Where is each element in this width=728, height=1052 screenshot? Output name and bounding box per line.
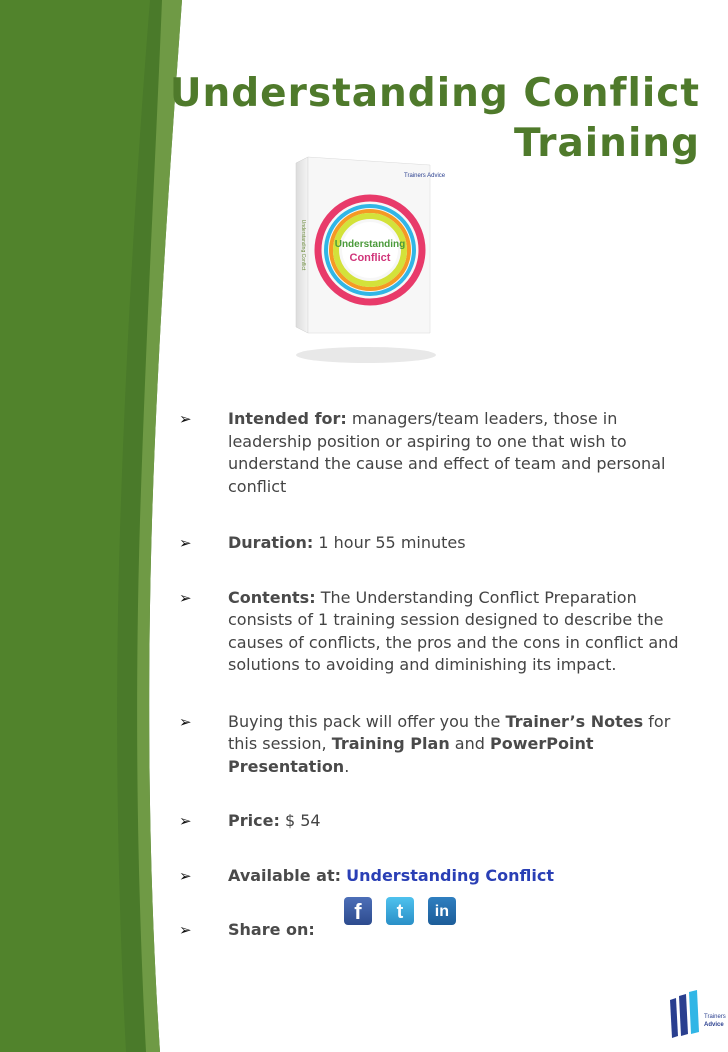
logo-text-line1: Trainers (704, 1014, 726, 1020)
intended-text: managers/team leaders, those in leadership position or aspiring to one that wish to understand the cause and effect of team and personal conflict (228, 409, 666, 496)
page-title-line1: Understanding Conflict (169, 71, 700, 116)
arrow-bullet-icon: ➢ (179, 712, 192, 731)
list-item-price (176, 810, 696, 833)
duration-text: 1 hour 55 minutes (318, 533, 466, 552)
twitter-icon[interactable]: t (386, 897, 414, 925)
product-link[interactable]: Understanding Conflict (346, 865, 554, 885)
arrow-bullet-icon: ➢ (179, 410, 192, 428)
arrow-bullet-icon: ➢ (179, 534, 192, 552)
list-item-duration (176, 532, 696, 555)
logo-text-line2: Advice (704, 1022, 724, 1028)
green-sidebar-decoration (0, 0, 180, 1052)
arrow-bullet-icon: ➢ (179, 588, 192, 607)
product-box-image (286, 155, 446, 370)
list-item-contents (176, 587, 696, 677)
price-value: $ 54 (284, 811, 321, 830)
intended-label: Intended for: (228, 409, 347, 428)
duration-label: Duration: (228, 533, 314, 552)
list-item-intended (176, 408, 696, 498)
arrow-bullet-icon: ➢ (179, 866, 192, 885)
price-label: Price: (228, 811, 280, 830)
linkedin-icon[interactable]: in (428, 897, 456, 925)
powerpoint-label: PowerPoint Presentation (228, 734, 594, 776)
trainers-notes-label: Trainer’s Notes (505, 711, 644, 731)
cover-brand: Trainers Advice (404, 173, 446, 179)
facebook-icon[interactable]: f (344, 897, 372, 925)
arrow-bullet-icon: ➢ (179, 921, 192, 939)
trainers-advice-logo (664, 988, 724, 1048)
available-label: Available at: (228, 865, 342, 885)
buy-end: . (344, 756, 350, 776)
cover-title-line2: Conflict (349, 252, 391, 264)
buy-text-3: and (454, 734, 485, 753)
list-item-available (176, 865, 696, 888)
feature-list (176, 408, 696, 947)
buy-text-1: Buying this pack will offer you the (228, 711, 501, 731)
training-plan-label: Training Plan (331, 734, 450, 753)
arrow-bullet-icon: ➢ (179, 812, 192, 830)
page-title-line2: Training (513, 121, 700, 166)
buy-text-2: for this session, (228, 711, 671, 753)
list-item-buying (176, 711, 696, 779)
cover-title-line1: Understanding (334, 239, 406, 250)
contents-text: The Understanding Conflict Preparation consists of 1 training session designed to describe the causes of conflicts, the pros and the cons in conflict and solutions to avoiding and diminishing its impact. (228, 587, 679, 674)
cover-spine-text: Understanding Conflict (300, 219, 306, 271)
list-item-share (176, 899, 696, 947)
share-label: Share on: (228, 920, 315, 939)
contents-label: Contents: (228, 587, 316, 607)
